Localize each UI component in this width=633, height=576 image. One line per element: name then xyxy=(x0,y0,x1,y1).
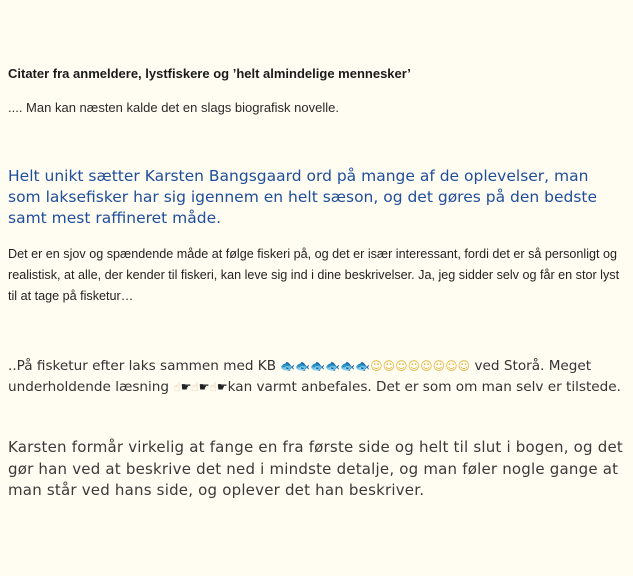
fish-icon: 🐟 xyxy=(310,359,326,373)
fish-icon: 🐟 xyxy=(280,359,296,373)
quote-fish xyxy=(8,356,628,398)
quote-fish-text-3: kan varmt anbefales. Det er som om man selv er tilstede. xyxy=(227,379,621,395)
fish-icon: 🐟 xyxy=(325,359,341,373)
fish-icon: 🐟 xyxy=(340,359,356,373)
smiley-icon: ☺ xyxy=(370,359,383,373)
smiley-icon: ☺ xyxy=(420,359,433,373)
intro-quote: .... Man kan næsten kalde det en slags biografisk novelle. xyxy=(8,100,339,115)
quote-small: Det er en sjov og spændende måde at følge fiskeri på, og det er især interessant, fordi det er så personligt og realistisk, at alle, der kender til fiskeri, kan leve sig ind i dine beskrivelser. Ja, jeg sidder selv og får en stor lyst til at tage på fisketur… xyxy=(8,247,620,303)
smiley-icon: ☺ xyxy=(382,359,396,373)
pointing-hand-icon: ☝ xyxy=(173,380,181,394)
smiley-icon: ☺ xyxy=(457,359,471,373)
smiley-icon: ☺ xyxy=(432,359,446,373)
pointing-hand-icon: ☝ xyxy=(209,380,217,394)
pointing-hand-icon: ☛ xyxy=(198,380,210,394)
emoji-group-hands xyxy=(173,380,227,394)
fish-icon: 🐟 xyxy=(295,359,311,373)
smiley-icon: ☺ xyxy=(445,359,458,373)
quote-last: Karsten formår virkelig at fange en fra første side og helt til slut i bogen, og det gør han ved at beskrive det ned i mindste detalje, og man føler nogle gange at man står ved hans side, og oplever det han beskriver. xyxy=(8,438,623,499)
smiley-icon: ☺ xyxy=(407,359,421,373)
quote-blue: Helt unikt sætter Karsten Bangsgaard ord på mange af de oplevelser, man som laksefisker har sig igennem en helt sæson, og det gøres på den bedste samt mest raffineret måde. xyxy=(8,167,598,227)
fish-icon: 🐟 xyxy=(355,359,371,373)
quote-fish-text-1: ..På fisketur efter laks sammen med KB xyxy=(8,358,281,374)
page-heading: Citater fra anmeldere, lystfiskere og ’helt almindelige mennesker’ xyxy=(8,66,411,81)
smiley-icon: ☺ xyxy=(395,359,408,373)
pointing-hand-icon: ☝ xyxy=(191,380,199,394)
pointing-hand-icon: ☛ xyxy=(216,380,228,394)
quote-fish-text-2: ved Storå. Meget underholdende læsning xyxy=(8,358,592,395)
pointing-hand-icon: ☛ xyxy=(180,380,192,394)
emoji-group-fish xyxy=(280,359,470,373)
